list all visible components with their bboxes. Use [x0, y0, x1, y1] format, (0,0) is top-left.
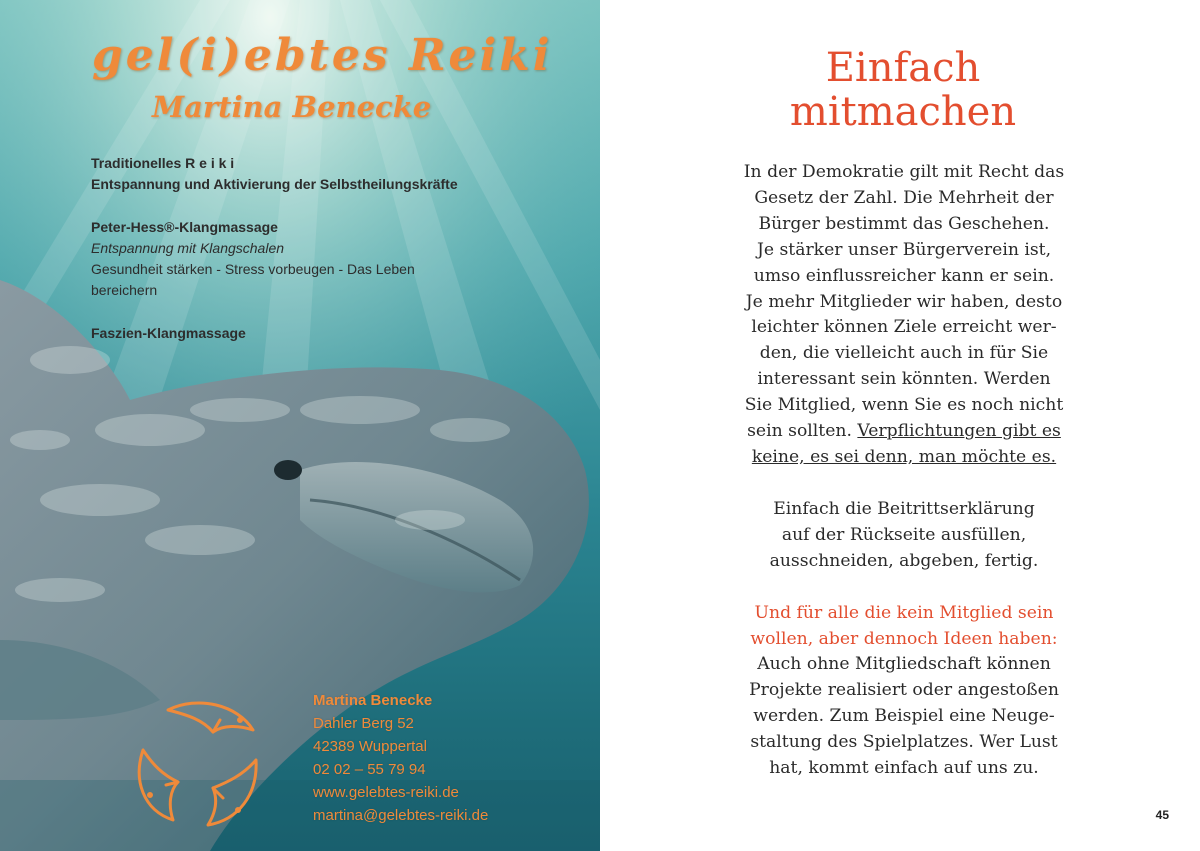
highlight-text: Und für alle die kein Mitglied sein: [754, 602, 1054, 623]
ad-brand-title: gel(i)ebtes Reiki: [92, 30, 553, 81]
text-line: Sie Mitglied, wenn Sie es noch nicht: [744, 395, 1064, 416]
text-line: Bürger bestimmt das Geschehen.: [758, 213, 1050, 234]
paragraph-ideas: [704, 601, 1104, 782]
service-reiki: [91, 153, 458, 195]
text-line: Gesetz der Zahl. Die Mehrheit der: [754, 187, 1054, 208]
highlight-text: wollen, aber dennoch Ideen haben:: [750, 628, 1058, 649]
text-line: werden. Zum Beispiel eine Neuge-: [753, 706, 1055, 727]
text-line: Auch ohne Mitgliedschaft können: [757, 654, 1051, 675]
text-line: leichter können Ziele erreicht wer-: [751, 317, 1057, 338]
service-faszien: [91, 323, 246, 344]
contact-city: 42389 Wuppertal: [313, 738, 427, 755]
service-faszien-title: Faszien-Klangmassage: [91, 325, 246, 341]
service-reiki-desc: Entspannung und Aktivierung der Selbstheilungskräfte: [91, 176, 458, 192]
service-klang-sub: Entspannung mit Klangschalen: [91, 240, 285, 256]
service-klang-desc-1: Gesundheit stärken - Stress vorbeugen - Das Leben: [91, 261, 415, 277]
ad-contact-block: [313, 689, 488, 827]
text-line: Einfach die Beitrittserklärung: [773, 498, 1035, 519]
text-line: sein sollten.: [747, 421, 858, 442]
service-klang-desc-2: bereichern: [91, 282, 158, 298]
text-line: staltung des Spielplatzes. Wer Lust: [750, 732, 1058, 753]
text-line: ausschneiden, abgeben, fertig.: [769, 550, 1039, 571]
service-klangmassage: [91, 217, 415, 301]
ad-owner-name: Martina Benecke: [152, 90, 432, 124]
text-line: umso einflussreicher kann er sein.: [753, 265, 1055, 286]
text-page: [600, 0, 1200, 851]
text-line: auf der Rückseite ausfüllen,: [781, 524, 1027, 545]
page-body: [704, 160, 1104, 782]
text-line: Je mehr Mitglieder wir haben, desto: [745, 291, 1063, 312]
text-line: In der Demokratie gilt mit Recht das: [743, 162, 1065, 182]
underlined-text: keine, es sei denn, man möchte es.: [751, 446, 1057, 467]
page-heading: [600, 46, 1200, 134]
contact-website: www.gelebtes-reiki.de: [313, 784, 459, 801]
text-line: interessant sein könnten. Werden: [757, 369, 1051, 390]
service-reiki-title: Traditionelles R e i k i: [91, 155, 235, 171]
underlined-text: Verpflichtungen gibt es: [857, 421, 1061, 442]
service-klang-title: Peter-Hess®-Klangmassage: [91, 219, 278, 235]
text-line: den, die vielleicht auch in für Sie: [759, 343, 1049, 364]
paragraph-join: [704, 497, 1104, 575]
page-number: 45: [1155, 808, 1169, 822]
three-dolphins-icon: [128, 690, 268, 830]
text-line: Projekte realisiert oder angestoßen: [749, 680, 1059, 701]
heading-line-1: Einfach: [825, 45, 981, 91]
contact-name: Martina Benecke: [313, 692, 433, 709]
text-line: hat, kommt einfach auf uns zu.: [769, 758, 1039, 779]
contact-street: Dahler Berg 52: [313, 715, 414, 732]
heading-line-2: mitmachen: [789, 89, 1017, 135]
paragraph-democracy: [704, 160, 1104, 471]
contact-phone: 02 02 – 55 79 94: [313, 761, 426, 778]
text-line: Je stärker unser Bürgerverein ist,: [756, 239, 1052, 260]
contact-email: martina@gelebtes-reiki.de: [313, 807, 489, 824]
